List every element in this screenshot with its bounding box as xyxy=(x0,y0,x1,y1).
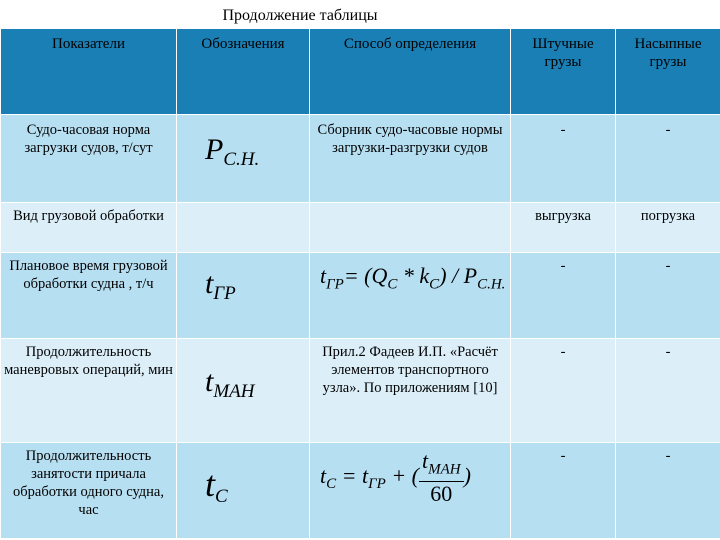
fraction: $\frac{t_{МАН}}{60}$ xyxy=(419,449,464,506)
header-indicators: Показатели xyxy=(1,29,177,115)
symbol-cell xyxy=(177,253,310,339)
table-caption: Продолжение таблицы xyxy=(222,7,378,24)
method-cell: Прил.2 Фадеев И.П. «Расчёт элементов транспортного узла». По приложениям [10] xyxy=(310,339,511,443)
symbol-sub: МАН xyxy=(213,381,255,402)
table-row xyxy=(1,339,720,443)
table-row xyxy=(1,443,720,539)
piece-cell: - xyxy=(511,339,616,443)
table-header-row xyxy=(1,29,720,115)
table-row xyxy=(1,115,720,203)
bulk-cell: - xyxy=(616,443,720,539)
piece-cell: выгрузка xyxy=(511,203,616,253)
symbol-sub: С xyxy=(215,486,228,507)
symbol-cell xyxy=(177,115,310,203)
symbol-cell xyxy=(177,339,310,443)
symbol-sub: С.Н. xyxy=(223,149,260,170)
symbol-cell xyxy=(177,203,310,253)
bulk-cell: - xyxy=(616,253,720,339)
indicator-cell: Продолжительность маневровых операций, мин xyxy=(1,339,177,443)
header-bulk-cargo: Насыпные грузы xyxy=(616,29,720,115)
indicator-cell: Продолжительность занятости причала обработки одного судна, час xyxy=(1,443,177,539)
symbol-cell xyxy=(177,443,310,539)
method-cell: Сборник судо-часовые нормы загрузки-разгрузки судов xyxy=(310,115,511,203)
formula-cell: $t_{ГР}= (Q_C * k_C) / P_{C.H.}$ xyxy=(310,253,511,339)
symbol-main: t xyxy=(205,365,214,398)
formula-cell: $t_C = t_{ГР}$ + ( $\frac{t_{МАН}}{60}$ ) xyxy=(310,443,511,539)
indicator-cell: Плановое время грузовой обработки судна , т/ч xyxy=(1,253,177,339)
bulk-cell: погрузка xyxy=(616,203,720,253)
data-table xyxy=(0,28,720,539)
piece-cell: - xyxy=(511,253,616,339)
piece-cell: - xyxy=(511,115,616,203)
header-piece-cargo: Штучные грузы xyxy=(511,29,616,115)
method-cell xyxy=(310,203,511,253)
symbol-main: t xyxy=(205,267,214,300)
table-row xyxy=(1,253,720,339)
indicator-cell: Судо-часовая норма загрузки судов, т/сут xyxy=(1,115,177,203)
symbol-main: P xyxy=(205,133,224,166)
header-method: Способ определения xyxy=(310,29,511,115)
table-row xyxy=(1,203,720,253)
symbol-main: t xyxy=(205,464,216,504)
bulk-cell: - xyxy=(616,115,720,203)
indicator-cell: Вид грузовой обработки xyxy=(1,203,177,253)
header-symbols: Обозначения xyxy=(177,29,310,115)
bulk-cell: - xyxy=(616,339,720,443)
piece-cell: - xyxy=(511,443,616,539)
symbol-sub: ГР xyxy=(213,283,236,304)
